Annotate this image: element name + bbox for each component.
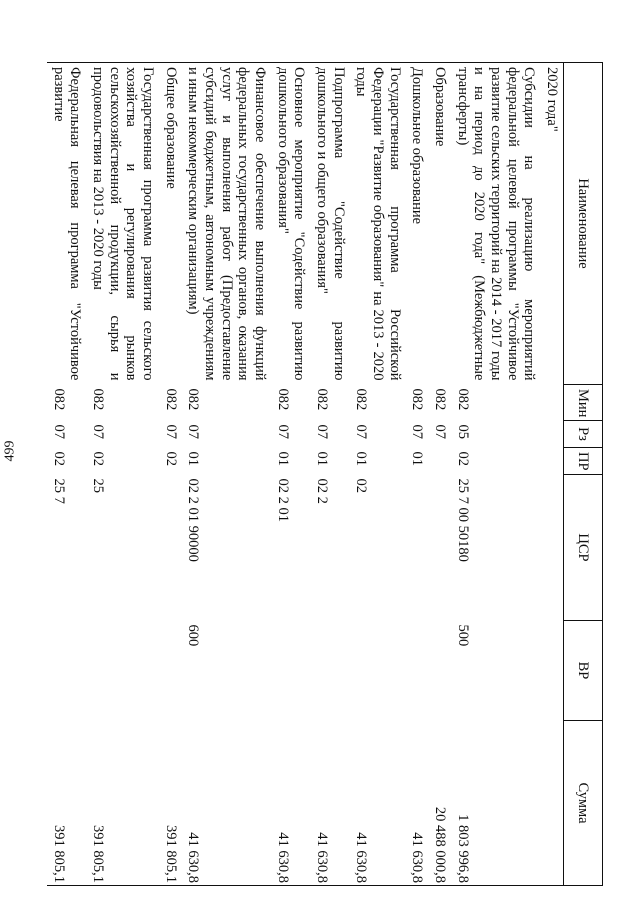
cell-min: 082 [162,388,179,411]
cell-min: 082 [89,388,106,411]
table-row [428,63,451,886]
cell-vr [428,621,451,721]
cell-min: 082 [431,388,448,411]
cell-pr: 02 [89,451,106,466]
table-row [310,63,349,886]
cell-min: 082 [185,388,202,411]
cell-csr [428,475,451,621]
cell-rz: 07 [353,424,370,439]
cell-vr [47,621,86,721]
cell-sum: 391 805,1 [86,721,159,886]
table-row [159,63,182,886]
cell-name: Общее образование [159,63,182,385]
cell-vr [86,621,159,721]
cell-name: Образование [428,63,451,385]
cell-name: Федеральная целевая программа "Устойчивое развитие [47,63,86,385]
cell-csr: 02 2 [313,478,330,504]
header-rz: Рз [564,421,603,448]
cell-sum: 391 805,1 [47,721,86,886]
table-row [451,63,540,886]
cell-vr [350,621,406,721]
header-sum: Сумма [564,721,603,886]
cell-sum: 41 630,8 [271,721,310,886]
document-page [50,62,603,885]
cell-pr: 02 [50,451,67,466]
cell-rz: 07 [50,424,67,439]
cell-rz: 07 [409,424,426,439]
table-row [86,63,159,886]
cell-pr: 01 [313,451,330,466]
cell-name: 2020 года" [540,63,563,385]
cell-name: Государственная программа развития сельского хозяйства и регулирования рынков сельскохозяйственной продукции, сырья и продовольствия на 2013 - 2020 годы [86,63,159,385]
cell-pr: 01 [185,451,202,466]
cell-csr: 25 7 [50,478,67,504]
cell-rz [540,421,563,448]
cell-pr: 01 [274,451,291,466]
cell-vr: 500 [454,624,471,647]
cell-pr [540,448,563,475]
table-row [271,63,310,886]
cell-csr: 25 [89,478,106,493]
cell-name: Дошкольное образование [406,63,429,385]
cell-vr [310,621,349,721]
table-wrapper [50,62,603,885]
cell-vr [271,621,310,721]
cell-min: 082 [274,388,291,411]
cell-csr: 02 2 01 90000 [185,478,202,562]
cell-min: 082 [313,388,330,411]
cell-pr: 01 [409,451,426,466]
cell-rz: 07 [431,424,448,439]
cell-vr [159,621,182,721]
page-number: 499 [2,440,17,462]
cell-rz: 07 [274,424,291,439]
cell-rz: 05 [454,424,471,439]
cell-pr: 01 [353,451,370,466]
header-csr: ЦСР [564,475,603,621]
table-row [47,63,86,886]
cell-csr: 02 [353,478,370,493]
cell-csr [540,475,563,621]
cell-sum: 1 803 996,8 [451,721,540,886]
cell-sum: 41 630,8 [350,721,406,886]
cell-rz: 07 [89,424,106,439]
header-min: Мин [564,385,603,421]
cell-min: 082 [454,388,471,411]
cell-sum: 41 630,8 [406,721,429,886]
cell-name: Подпрограмма "Содействие развитию дошкольного и общего образования" [310,63,349,385]
cell-sum: 41 630,8 [182,721,271,886]
budget-table [47,62,603,886]
cell-vr: 600 [185,624,202,647]
header-vr: ВР [564,621,603,721]
cell-csr: 02 2 01 [274,478,291,522]
cell-rz: 07 [313,424,330,439]
page-number-box [0,431,20,471]
cell-name: Субсидии на реализацию мероприятий федеральной целевой программы "Устойчивое развитие сельских территорий на 2014 - 2017 годы и на период до 2020 года" (Межбюджетные трансферты) [451,63,540,385]
cell-min: 082 [409,388,426,411]
cell-vr [406,621,429,721]
cell-rz: 07 [185,424,202,439]
table-row [182,63,271,886]
cell-min [540,385,563,421]
cell-sum: 41 630,8 [310,721,349,886]
table-body [47,63,564,886]
cell-pr [428,448,451,475]
cell-rz: 07 [162,424,179,439]
cell-sum: 20 488 000,8 [428,721,451,886]
cell-sum: 391 805,1 [159,721,182,886]
cell-csr [159,475,182,621]
header-pr: ПР [564,448,603,475]
cell-csr [406,475,429,621]
cell-min: 082 [50,388,67,411]
table-header-row [564,63,603,886]
cell-name: Государственная программа Российской Федерации "Развитие образования" на 2013 - 2020 годы [350,63,406,385]
cell-min: 082 [353,388,370,411]
cell-csr: 25 7 00 50180 [454,478,471,562]
table-row [540,63,563,886]
cell-sum [540,721,563,886]
cell-name: Финансовое обеспечение выполнения функций федеральных государственных органов, оказания услуг и выполнения работ (Предоставление субсидий бюджетным, автономным учреждениям и иным некоммерческим организациям) [182,63,271,385]
cell-name: Основное мероприятие "Содействие развитию дошкольного образования" [271,63,310,385]
table-row [406,63,429,886]
cell-vr [540,621,563,721]
cell-pr: 02 [162,451,179,466]
cell-pr: 02 [454,451,471,466]
header-name: Наименование [564,63,603,385]
table-row [350,63,406,886]
